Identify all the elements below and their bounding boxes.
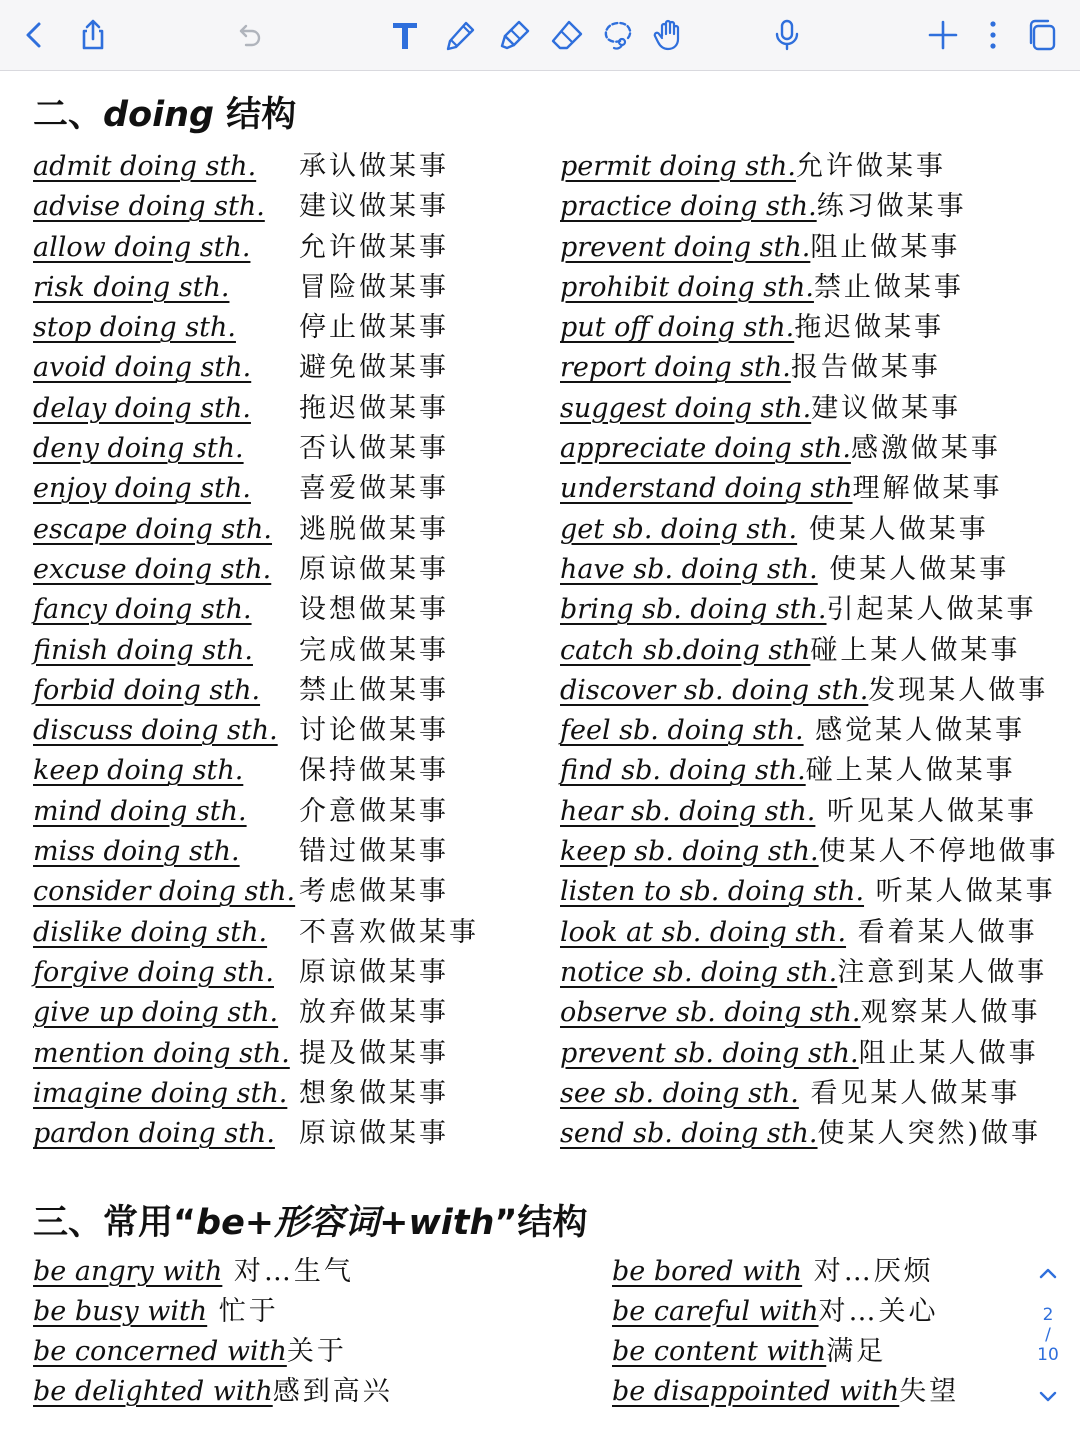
previous-page-button[interactable]	[1036, 1263, 1060, 1283]
english-phrase: finish doing sth.	[33, 634, 253, 666]
list-item	[560, 469, 1070, 509]
english-phrase: be careful with	[612, 1296, 819, 1327]
highlighter-tool-button[interactable]	[492, 12, 538, 58]
text-tool-button[interactable]	[382, 12, 428, 58]
chinese-meaning: 对…厌烦	[802, 1256, 934, 1287]
english-phrase: suggest doing sth.	[560, 392, 812, 424]
undo-button[interactable]	[226, 12, 272, 58]
chinese-meaning: 注意到某人做事	[837, 956, 1048, 988]
english-phrase: catch sb.doing sth	[560, 634, 811, 666]
english-phrase: appreciate doing sth.	[560, 433, 851, 465]
back-icon	[18, 18, 52, 52]
chinese-meaning: 听某人做某事	[864, 876, 1056, 908]
chinese-meaning: 对…关心	[818, 1296, 939, 1327]
chinese-meaning: 满足	[826, 1336, 887, 1367]
notebook-page[interactable]	[0, 71, 1080, 1440]
chinese-meaning: 冒险做某事	[299, 271, 449, 303]
list-item	[560, 147, 1070, 187]
list-item	[560, 228, 1070, 268]
chinese-meaning: 使某人做某事	[797, 513, 989, 545]
list-item	[33, 792, 533, 832]
share-button[interactable]	[70, 12, 116, 58]
list-item	[560, 751, 1070, 791]
list-item	[33, 1292, 573, 1332]
english-phrase: report doing sth.	[560, 352, 791, 384]
list-item	[33, 550, 533, 590]
page-navigator	[1028, 1263, 1068, 1407]
english-phrase: mention doing sth.	[33, 1037, 290, 1069]
next-page-button[interactable]	[1036, 1387, 1060, 1407]
english-phrase: be disappointed with	[612, 1376, 900, 1407]
section-2-right-list	[560, 147, 1070, 1154]
english-phrase: delay doing sth.	[33, 392, 251, 424]
chinese-meaning: 允许做某事	[795, 151, 946, 182]
chinese-meaning: 错过做某事	[299, 836, 449, 868]
list-item	[560, 1034, 1070, 1074]
chinese-meaning: 建议做某事	[811, 392, 962, 424]
chinese-meaning: 使某人不停地做事	[818, 836, 1059, 868]
list-item	[612, 1252, 1012, 1292]
chinese-meaning: 完成做某事	[299, 634, 449, 666]
list-item	[33, 590, 533, 630]
chinese-meaning: 感到高兴	[272, 1376, 393, 1407]
english-phrase: get sb. doing sth.	[560, 513, 798, 545]
list-item	[33, 308, 533, 348]
list-item	[560, 792, 1070, 832]
english-phrase: miss doing sth.	[33, 836, 240, 868]
list-item	[560, 872, 1070, 912]
english-phrase: observe sb. doing sth.	[560, 997, 861, 1029]
english-phrase: see sb. doing sth.	[560, 1077, 799, 1109]
chinese-meaning: 提及做某事	[299, 1037, 449, 1069]
english-phrase: advise doing sth.	[33, 191, 265, 223]
chinese-meaning: 允许做某事	[299, 231, 449, 263]
english-phrase: hear sb. doing sth.	[560, 795, 816, 827]
chinese-meaning: 禁止做某事	[299, 674, 449, 706]
english-phrase: stop doing sth.	[33, 312, 236, 344]
chinese-meaning: 碰上某人做某事	[805, 755, 1016, 787]
english-phrase: imagine doing sth.	[33, 1077, 288, 1109]
more-button[interactable]	[970, 12, 1016, 58]
chinese-meaning: 停止做某事	[299, 312, 449, 344]
current-page-number: 2	[1042, 1305, 1054, 1325]
list-item	[33, 1332, 573, 1372]
english-phrase: understand doing sth	[560, 473, 853, 505]
chinese-meaning: 使某人做某事	[817, 553, 1010, 585]
english-phrase: mind doing sth.	[33, 795, 247, 827]
chinese-meaning: 看着某人做事	[846, 916, 1038, 948]
add-button[interactable]	[920, 12, 966, 58]
chinese-meaning: 忙于	[207, 1296, 279, 1327]
pages-icon	[1026, 18, 1060, 52]
list-item	[33, 993, 533, 1033]
english-phrase: prevent doing sth.	[560, 231, 811, 263]
pages-button[interactable]	[1020, 12, 1066, 58]
list-item	[33, 1252, 573, 1292]
list-item	[33, 671, 533, 711]
back-button[interactable]	[12, 12, 58, 58]
chinese-meaning: 观察某人做事	[860, 997, 1041, 1029]
chinese-meaning: 碰上某人做某事	[810, 634, 1021, 666]
list-item	[33, 832, 533, 872]
list-item	[560, 268, 1070, 308]
pen-tool-icon	[444, 18, 478, 52]
english-phrase: be delighted with	[33, 1376, 273, 1407]
english-phrase: dislike doing sth.	[33, 916, 268, 948]
chinese-meaning: 避免做某事	[299, 352, 449, 384]
english-phrase: find sb. doing sth.	[560, 755, 806, 787]
eraser-tool-icon	[550, 18, 584, 52]
english-phrase: prohibit doing sth.	[560, 271, 814, 303]
english-phrase: be bored with	[612, 1256, 803, 1287]
section-3-title: 三、常用“be+形容词+with”结构	[33, 1203, 588, 1243]
undo-icon	[232, 18, 266, 52]
english-phrase: escape doing sth.	[33, 513, 273, 545]
english-phrase: deny doing sth.	[33, 433, 244, 465]
chinese-meaning: 想象做某事	[299, 1077, 449, 1109]
chinese-meaning: 放弃做某事	[299, 997, 449, 1029]
list-item	[560, 711, 1070, 751]
chinese-meaning: 失望	[899, 1376, 960, 1407]
chinese-meaning: 考虑做某事	[299, 876, 449, 908]
list-item	[612, 1332, 1012, 1372]
english-phrase: fancy doing sth.	[33, 594, 252, 626]
chinese-meaning: 报告做某事	[790, 352, 941, 384]
list-item	[612, 1372, 1012, 1412]
list-item	[560, 187, 1070, 227]
chinese-meaning: 感激做某事	[850, 433, 1001, 465]
chinese-meaning: 拖迟做某事	[794, 312, 945, 344]
list-item	[560, 832, 1070, 872]
english-phrase: excuse doing sth.	[33, 553, 272, 585]
english-phrase: be concerned with	[33, 1336, 287, 1367]
chinese-meaning: 禁止做某事	[813, 271, 964, 303]
list-item	[33, 1114, 533, 1154]
chinese-meaning: 引起某人做某事	[826, 594, 1037, 626]
list-item	[560, 550, 1070, 590]
list-item	[33, 348, 533, 388]
list-item	[33, 429, 533, 469]
list-item	[33, 631, 533, 671]
chinese-meaning: 逃脱做某事	[299, 513, 449, 545]
chinese-meaning: 喜爱做某事	[299, 473, 449, 505]
list-item	[33, 187, 533, 227]
english-phrase: notice sb. doing sth.	[560, 956, 838, 988]
english-phrase: keep sb. doing sth.	[560, 836, 819, 868]
chinese-meaning: 不喜欢做某事	[299, 916, 479, 948]
chinese-meaning: 阻止某人做事	[858, 1037, 1039, 1069]
total-page-count: 10	[1037, 1345, 1059, 1365]
chinese-meaning: 感觉某人做某事	[803, 715, 1026, 747]
lasso-tool-icon	[602, 18, 636, 52]
english-phrase: pardon doing sth.	[33, 1118, 275, 1150]
chinese-meaning: 练习做某事	[816, 191, 967, 223]
list-item	[33, 872, 533, 912]
chinese-meaning: 关于	[286, 1336, 347, 1367]
english-phrase: forgive doing sth.	[33, 956, 274, 988]
english-phrase: admit doing sth.	[33, 151, 257, 182]
hand-tool-icon	[652, 18, 686, 52]
list-item	[560, 389, 1070, 429]
toolbar	[0, 0, 1080, 71]
list-item	[560, 1074, 1070, 1114]
chinese-meaning: 理解做某事	[852, 473, 1003, 505]
highlighter-tool-icon	[498, 18, 532, 52]
english-phrase: look at sb. doing sth.	[560, 916, 847, 948]
chinese-meaning: 看见某人做某事	[798, 1077, 1021, 1109]
list-item	[560, 590, 1070, 630]
list-item	[33, 1074, 533, 1114]
list-item	[560, 1114, 1070, 1154]
list-item	[560, 510, 1070, 550]
list-item	[33, 1372, 573, 1412]
chinese-meaning: 讨论做某事	[299, 715, 449, 747]
text-tool-icon	[388, 18, 422, 52]
english-phrase: feel sb. doing sth.	[560, 715, 804, 747]
english-phrase: forbid doing sth.	[33, 674, 261, 706]
list-item	[33, 1034, 533, 1074]
chinese-meaning: 拖迟做某事	[299, 392, 449, 424]
list-item	[33, 510, 533, 550]
section-2-left-list	[33, 147, 533, 1154]
microphone-icon	[770, 18, 804, 52]
english-phrase: send sb. doing sth.	[560, 1118, 818, 1150]
english-phrase: give up doing sth.	[33, 997, 279, 1029]
english-phrase: have sb. doing sth.	[560, 553, 818, 585]
chinese-meaning: 承认做某事	[299, 151, 449, 182]
english-phrase: prevent sb. doing sth.	[560, 1037, 859, 1069]
list-item	[33, 389, 533, 429]
list-item	[33, 228, 533, 268]
list-item	[560, 631, 1070, 671]
chinese-meaning: 保持做某事	[299, 755, 449, 787]
chinese-meaning: 听见某人做某事	[815, 795, 1037, 827]
section-2-title: 二、doing 结构	[33, 95, 297, 135]
english-phrase: listen to sb. doing sth.	[560, 876, 865, 908]
chinese-meaning: 设想做某事	[299, 594, 449, 626]
list-item	[560, 429, 1070, 469]
english-phrase: enjoy doing sth.	[33, 473, 251, 505]
english-phrase: avoid doing sth.	[33, 352, 252, 384]
list-item	[33, 913, 533, 953]
list-item	[560, 308, 1070, 348]
english-phrase: put off doing sth.	[560, 312, 795, 344]
list-item	[560, 993, 1070, 1033]
chinese-meaning: 发现某人做事	[868, 674, 1049, 706]
english-phrase: practice doing sth.	[560, 191, 817, 223]
english-phrase: be content with	[612, 1336, 827, 1367]
list-item	[33, 751, 533, 791]
english-phrase: be angry with	[33, 1256, 223, 1287]
chinese-meaning: 建议做某事	[299, 191, 449, 223]
list-item	[560, 348, 1070, 388]
chinese-meaning: 对…生气	[222, 1256, 354, 1287]
list-item	[33, 147, 533, 187]
chinese-meaning: 阻止做某事	[810, 231, 961, 263]
pen-tool-button[interactable]	[438, 12, 484, 58]
english-phrase: allow doing sth.	[33, 231, 251, 263]
chinese-meaning: 原谅做某事	[299, 1118, 449, 1150]
chinese-meaning: 介意做某事	[299, 795, 449, 827]
section-3-right-list	[612, 1252, 1012, 1412]
eraser-tool-button[interactable]	[544, 12, 590, 58]
page-separator: /	[1045, 1325, 1051, 1345]
lasso-tool-button[interactable]	[596, 12, 642, 58]
more-icon	[976, 18, 1010, 52]
english-phrase: keep doing sth.	[33, 755, 244, 787]
english-phrase: permit doing sth.	[560, 151, 796, 182]
chinese-meaning: 原谅做某事	[299, 956, 449, 988]
microphone-button[interactable]	[764, 12, 810, 58]
section-3-left-list	[33, 1252, 573, 1412]
english-phrase: be busy with	[33, 1296, 208, 1327]
list-item	[560, 953, 1070, 993]
list-item	[560, 671, 1070, 711]
list-item	[33, 268, 533, 308]
list-item	[33, 711, 533, 751]
chinese-meaning: 否认做某事	[299, 433, 449, 465]
english-phrase: risk doing sth.	[33, 271, 230, 303]
english-phrase: discuss doing sth.	[33, 715, 278, 747]
list-item	[33, 469, 533, 509]
english-phrase: bring sb. doing sth.	[560, 594, 827, 626]
english-phrase: consider doing sth.	[33, 876, 296, 908]
list-item	[33, 953, 533, 993]
chinese-meaning: 使某人突然)做事	[817, 1118, 1042, 1150]
list-item	[612, 1292, 1012, 1332]
chinese-meaning: 原谅做某事	[299, 553, 449, 585]
add-icon	[926, 18, 960, 52]
hand-tool-button[interactable]	[646, 12, 692, 58]
share-icon	[76, 18, 110, 52]
list-item	[560, 913, 1070, 953]
english-phrase: discover sb. doing sth.	[560, 674, 869, 706]
